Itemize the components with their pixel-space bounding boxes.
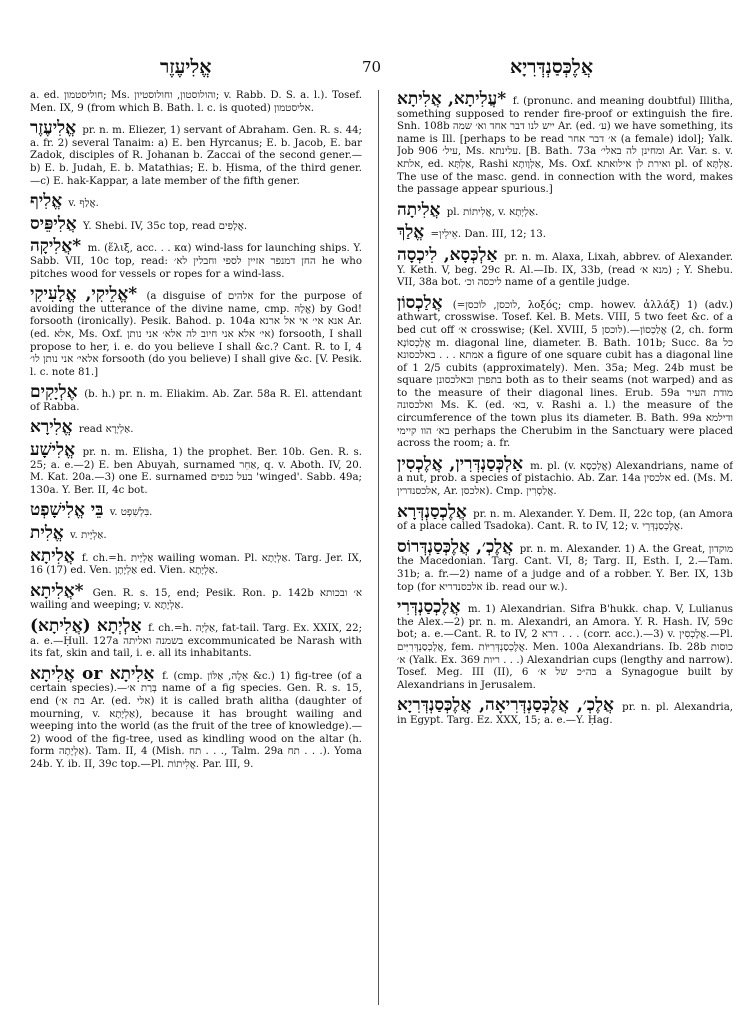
dictionary-entry <box>30 441 362 497</box>
entry-headword: אַלְכְּסָא, לִיכְסָה <box>397 244 498 265</box>
entry-headword: *אֲלִיתָא <box>30 580 84 601</box>
dictionary-entry <box>30 215 362 234</box>
entry-text: read אַלְיְרָא. <box>78 424 134 436</box>
entry-headword: *עֲלִיתָא, אֲלִיתָא <box>397 90 507 109</box>
dictionary-entry <box>397 294 733 451</box>
entry-headword: אֱלִית <box>30 523 64 544</box>
dictionary-entry <box>397 538 733 594</box>
dictionary-entry <box>30 383 362 414</box>
dictionary-entry <box>397 201 733 220</box>
entry-text: v. בִּלְשִׁפְט. <box>109 507 153 519</box>
entry-headword: אֱלַךְ <box>397 222 425 243</box>
entry-text: a. ed. חוליסטמון; Ms. והולוסטון, וחולוסטיון; v. Rabb. D. S. a. l.). Tosef. Men. IX, 9 (from which B. Bath. l. c. is quoted) אליסטמון. <box>30 90 362 114</box>
entry-text: pr. n. pl. Alexandria, in Egypt. Targ. Ez. XXX, 15; a. e.—Y. Ḥag. <box>397 702 733 726</box>
dictionary-entry <box>30 119 362 188</box>
dictionary-entry <box>30 617 362 661</box>
entry-text: Gen. R. s. 15, end; Pesik. Ron. p. 142b א׳ ובכותא wailing and weeping; v. אַלְיָתָא. <box>30 587 362 612</box>
dictionary-entry <box>30 524 362 543</box>
entry-headword: אֲלִיתָה <box>397 199 441 220</box>
entry-headword: אֱלִיעֶזֶר <box>30 118 77 139</box>
column-divider <box>378 90 379 1005</box>
entry-headword: אֲלִיפֵּיס <box>30 213 77 234</box>
entry-headword: אֱלִיף <box>30 191 63 212</box>
running-head <box>0 56 750 80</box>
dictionary-entry <box>30 237 362 281</box>
entry-headword: אַלִיתָא or אֲלִיתָא <box>30 663 155 684</box>
entry-text: =אֵילֵין. Dan. III, 12; 13. <box>430 229 546 241</box>
entry-headword: אֶלְיָקִים <box>30 382 78 403</box>
entry-text: pl. אֲלִיתוֹת, v. אַלְיְתָא. <box>446 206 539 218</box>
entry-headword: אֲלֶכְסַנְדְּרָא <box>397 501 467 522</box>
dictionary-entry <box>397 503 733 534</box>
dictionary-entry <box>30 90 362 115</box>
entry-text: m. 1) Alexandrian. Sifra B'hukk. chap. V, Lulianus the Alex.—2) pr. n. m. Alexandri, an Amora. Y. R. Hash. IV, 59c bot; a. e.—Cant. R. to IV, 2 דרא . . . (corr. acc.).—3) v. אֲלֶכְסִין.—Pl. אֲלֶכְסַנְדְּרִיִּים, fem. אֲלֶכְסַנְדְּרִיּוֹת. Men. 100a Alexandrians. Ib. 28b כוסות א׳ (Yalk. Ex. 369 ריות . . .) Alexandrian cups (lengthy and narrow). Tosef. Meg. III (II), 6 בה״כ של א׳ a Synagogue built by Alexandrians in Jerusalem. <box>397 604 733 691</box>
entry-headword: *אֱלֵיקִי, אֱלָעִיקִי <box>30 284 138 305</box>
running-head-right: אֲלֶכְּסַנְדְּרִיָא <box>510 56 594 78</box>
entry-headword: אֲלִיתָא <box>30 545 75 566</box>
entry-headword: אֲלֶכְסַנְדְּרִי <box>397 597 461 618</box>
entry-headword: *אֲלִיקָה <box>30 236 82 257</box>
page-number: 70 <box>362 58 382 76</box>
entry-text: pr. n. m. Eliezer, 1) servant of Abraham. Gen. R. s. 44; a. fr. 2) several Tanaim: a) E. ben Hyrcanus; E. b. Jacob, E. bar Zadok, disciples of R. Johanan b. Zaccai of the second gener.—b) E. b. Judah, E. b. Matathias; E. b. Ḥisma, of the third gener.—c) E. hak-Kappar, a late member of the fifth gener. <box>30 125 362 187</box>
entry-text: (=לוכסן, לוֹכסן, λοξός; cmp. howev. ἀλλάξ) 1) (adv.) athwart, crosswise. Tosef. Kel. B. Mets. VIII, 5 two feet &c. of a bed cut off א׳ crosswise; (Kel. XVIII, 5 לוכסן).—2) אֲלַכְסוֹן, ch. form אֲלַכְסוֹנָא m. diagonal line, diameter. B. Bath. 101b; Succ. 8a כל אמתא . . . באלכסונא a figure of one square cubit has a diagonal line of 1 2/5 cubits (approximately). Men. 35a; Meg. 24b must be square בתפרן ובאלכסונן both as to their seams (not warped) and as to the measure of their diagonal lines. Erub. 59a מודת העיר ואלכסונה Ms. K. (ed. בא׳, v. Rashi a. l.) the measure of the circumference of the town plus its diameter. B. Bath. 99a ודילמא בא׳ הוו קיימי perhaps the Cherubim in the Sanctuary were placed across the room; a. fr. <box>397 299 733 450</box>
entry-text: f. (pronunc. and meaning doubtful) Illitha, something supposed to render fire-proof or extinguish the fire. Snh. 108b ייש לנו דבר אחד וא׳ שמה Ar. (ed. ע׳) we have something, its name is Ill. [perhaps to be read א׳ דבר אחר (a female) idol]; Yalk. Job 906 עיל׳, Ms. עלינתא. [B. Bath. 73a ומחינן לה באלי׳ Ar. Var. s. v. אלתא, ed. אַלְתָּא, Rashi אַלְוָותָא, Ms. Oxf. ואירת לן אילואתא pl. of אַלְתָּא. The use of the masc. gend. in connection with the word, makes the passage appear spurious.] <box>397 96 733 196</box>
left-column <box>30 90 362 1008</box>
entry-text: (a disguise of אלהים for the purpose of avoiding the utterance of the divine name, cmp. אֱלָהּ) by God! forsooth (ironically). Pesik. Bahod. p. 104a אנא אי׳ אי אל ארנא Ar. (ed. אלא, Ms. Oxf. אי׳ אלא אני חיוב לה אלא׳ אני נותן) forsooth, I shall propose to her, i. e. do you believe I shall &c.? Cant. R. to I, 4 אלאי׳ אני נותן לו׳ forsooth (do you believe) I shall give &c. [V. Pesik. l. c. note 81.] <box>30 291 362 378</box>
entry-headword: אַלְיְתָא (אֲלִיתָא) <box>30 616 142 636</box>
entry-text: (b. h.) pr. n. m. Eliakim. Ab. Zar. 58a R. El. attendant of Rabba. <box>30 389 362 413</box>
dictionary-entry <box>30 547 362 578</box>
dictionary-entry <box>30 501 362 520</box>
dictionary-entry <box>397 246 733 290</box>
entry-text: Y. Shebi. IV, 35c top, read אֲלָפִים. <box>82 220 248 232</box>
entry-text: pr. n. m. Alexander. Y. Dem. II, 22c top, (an Amora of a place called Tsadoka). Cant. R. to IV, 12; v. אֲלֶכְסַנְדְּרֵי. <box>397 508 733 533</box>
entry-text: pr. n. m. Alaxa, Lixah, abbrev. of Alexander. Y. Keth. V, beg. 29c R. Al.—Ib. IX, 33b, (read מנא א׳) ; Y. Shebu. VII, 38a bot. ליכסה וכ׳ name of a gentile judge. <box>397 251 733 289</box>
dictionary-entry <box>30 192 362 211</box>
dictionary-entry <box>30 582 362 613</box>
dictionary-entry <box>30 665 362 772</box>
entry-text: m. pl. (v. אֲלַכְסָא) Alexandrians, name of a nut, prob. a species of pistachio. Ab. Zar. 14a אלכסין ed. (Ms. M. אלכסנדרין, Ar. אלכסן). Cmp. אֲלַסְרִין. <box>397 460 733 498</box>
entry-text: f. ch.=h. אַלְיָה, fat-tail. Targ. Ex. XXIX, 22; a. e.—Ḥull. 127a בשמנה ואליתה excommunicated be Narash with its fat, skin and tail, i. e. all its inhabitants. <box>30 623 362 660</box>
right-column <box>397 90 733 1008</box>
entry-text: f. (cmp. אֵלָה, אַלּוֹן &c.) 1) fig-tree (of a certain species).—בְּרַת א׳ name of a fig species. Gen. R. s. 15, end (בת א׳ Ar. (ed. אלי) it is called brath alitha (daughter of mourning, v. אַלְיָתָא), because it has brought wailing and weeping into the world (as the fruit of the tree of knowledge).—2) wood of the fig-tree, used as kindling wood on the altar (h. form אַלְיָתָה). Tam. II, 4 (Mish. תח . . ., Talm. 29a תח . . .). Yoma 24b. Y. ib. II, 39c top.—Pl. אֲלִיתוֹת. Par. III, 9. <box>30 670 362 770</box>
entry-text: pr. n. m. Alexander. 1) A. the Great, מוקדון the Macedonian. Targ. Cant. VI, 8; Targ. II, Esth. I, 2.—Tam. 31b; a. fr.—2) name of a judge and of a robber. Y. Ber. IX, 13b top (for אלכסנדריא ib. read our w.). <box>397 543 733 593</box>
dictionary-entry <box>30 285 362 379</box>
entry-text: m. (ἕλιξ, acc. . . κα) wind-lass for launching ships. Y. Sabb. VII, 10c top, read: החן דמנפר אזיין לספי וחבלין לא׳ he who pitches wood for vessels or ropes for a wind-lass. <box>30 243 362 280</box>
dictionary-entry <box>30 418 362 437</box>
dictionary-entry <box>397 90 733 197</box>
entry-text: v. אַלְיָית. <box>69 530 107 542</box>
entry-headword: אֱלִירָא <box>30 417 73 438</box>
entry-headword: אֱלִישָׁע <box>30 440 75 461</box>
entry-headword: אֲלַכְסוֹן <box>397 292 443 313</box>
entry-headword: אַלְכְּסַנְדְּרִין, אֲלֶכְסִין <box>397 453 524 474</box>
dictionary-entry <box>397 455 733 499</box>
entry-text: v. אֲלַף. <box>68 198 99 210</box>
dictionary-entry <box>397 223 733 242</box>
entry-headword: אֲלֶכְ׳, אֲלֶכְּסַנְדְּרִיאָה, אֲלֶכְּסַנְדְּרִיָא <box>397 695 614 716</box>
dictionary-entry <box>397 696 733 727</box>
entry-text: f. ch.=h. אַלְיָית wailing woman. Pl. אַלְיָתָא. Targ. Jer. IX, 16 (17) ed. Ven. אַלְיָתָן ed. Vien. אַלְיָתָא. <box>30 552 362 577</box>
entry-headword: בֵּי אֱלִישָׁפְט <box>30 500 104 521</box>
running-head-left: אֱלִיעֶזֶר <box>160 56 212 78</box>
dictionary-entry <box>397 598 733 692</box>
entry-text: pr. n. m. Elisha, 1) the prophet. Ber. 10b. Gen. R. s. 25; a. e.—2) E. ben Abuyah, surnamed אַחֵר, q. v. Aboth. IV, 20. M. Kat. 20a.—3) one E. surnamed בעל כנפים 'winged'. Sabb. 49a; 130a. Y. Ber. II, 4c bot. <box>30 447 362 496</box>
entry-headword: אֲלֶכְ׳, אֲלֶכְּסַנְדְּרוֹס <box>397 536 514 557</box>
